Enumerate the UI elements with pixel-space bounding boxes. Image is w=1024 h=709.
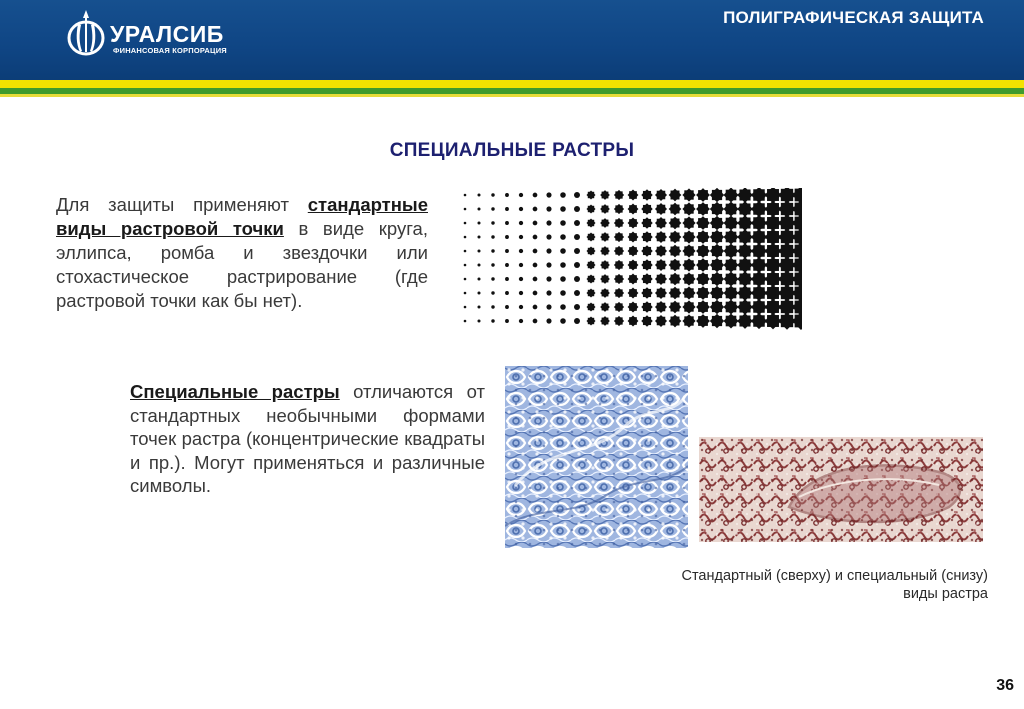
special-raster-blue-image <box>505 366 688 548</box>
paragraph-text: отличаются от стандартных необычными формами точек растра (концентрические квадраты и пр.). Могут применяться и различные символы. <box>130 381 485 496</box>
uralsib-emblem-icon <box>66 6 110 58</box>
paragraph-emphasis: стандартные виды растровой точки <box>56 194 428 239</box>
header-stripe-yellow <box>0 80 1024 88</box>
caption-line: виды растра <box>903 586 988 602</box>
brand-logo <box>66 6 256 58</box>
slide-title: СПЕЦИАЛЬНЫЕ РАСТРЫ <box>389 140 635 161</box>
caption-line: Стандартный (сверху) и специальный (снизу) <box>681 568 988 584</box>
halftone-raster-image <box>458 188 802 330</box>
brand-name: УРАЛСИБ <box>110 21 224 47</box>
paragraph-text: в виде круга, эллипса, ромба и звездочки или стохастическое растрирование (где растровой точки как бы нет). <box>56 218 428 311</box>
header-title: ПОЛИГРАФИЧЕСКАЯ ЗАЩИТА <box>723 8 984 27</box>
paragraph-special-raster <box>130 380 485 498</box>
paragraph-emphasis: Специальные растры <box>130 381 340 402</box>
header-stripe-yellow-thin <box>0 94 1024 97</box>
figure-caption <box>560 567 988 603</box>
header-bar <box>0 0 1024 80</box>
special-raster-red-image <box>699 437 983 542</box>
paragraph-text: Для защиты применяют <box>56 194 308 215</box>
brand-subtitle: ФИНАНСОВАЯ КОРПОРАЦИЯ <box>113 46 227 55</box>
paragraph-standard-raster <box>56 193 428 313</box>
page-number: 36 <box>996 677 1014 694</box>
